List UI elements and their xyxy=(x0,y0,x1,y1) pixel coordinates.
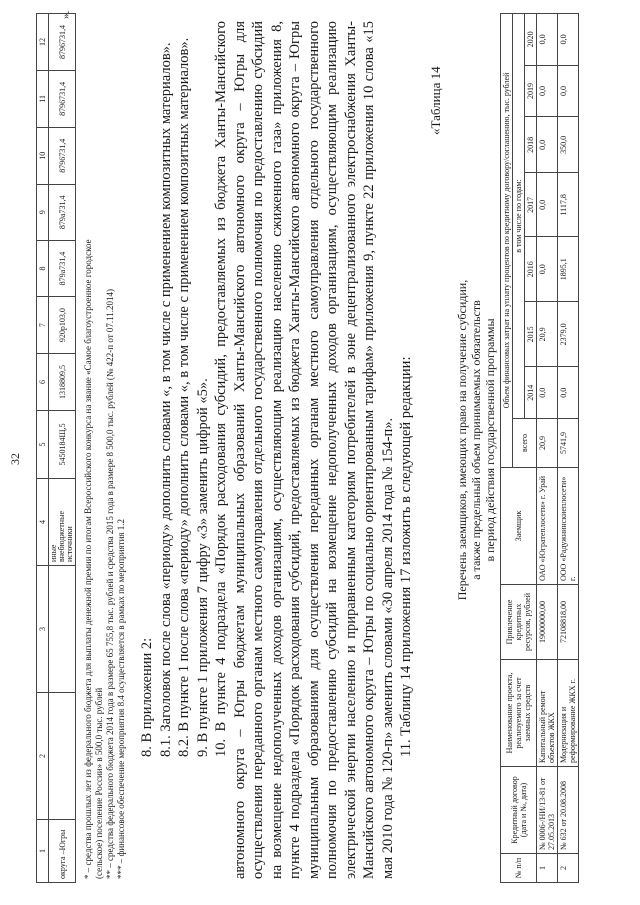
table-cell: 1895,1 xyxy=(558,237,579,302)
table-cell: 8796731,4 xyxy=(49,127,76,184)
table-cell: 19000000,00 xyxy=(537,585,558,660)
table-cell: 7 xyxy=(37,297,49,354)
table-row xyxy=(537,14,558,883)
header-cell: Кредитный договор (дата и №, дата) xyxy=(501,767,537,854)
table-cell: Модернизация и реформирование ЖКХ г. xyxy=(558,660,579,767)
table-cell: № 0006-/НИ/13-81 от 27.05.2013 xyxy=(537,767,558,854)
table-cell: 2379,0 xyxy=(558,302,579,367)
table-row xyxy=(558,14,579,883)
table-cell: 0,0 xyxy=(537,367,558,419)
table-row xyxy=(49,14,76,883)
table-header-row xyxy=(501,14,513,883)
title-line: в период действия государственной программы xyxy=(483,318,497,562)
table-cell: 0,0 xyxy=(558,367,579,419)
table-cell: 920р103,0 xyxy=(49,297,76,354)
paragraph: 8.2. В пункте 1 после слова «периоду» дополнить словами «, в том числе с применением композитных материалов». xyxy=(176,37,192,757)
footnote: * – средства прошлых лет из федерального бюджета для выплаты денежной премии по итогам Всероссийского конкурса на звание «Самое благоустроенное городское xyxy=(83,239,93,879)
table-cell: 2 xyxy=(37,693,49,820)
header-cell: Заемщик xyxy=(501,468,537,585)
table-cell: 0,0 xyxy=(537,14,558,66)
page-number: 32 xyxy=(8,453,22,465)
year-cell: 2020 xyxy=(525,14,537,66)
table-cell: 350,0 xyxy=(558,117,579,173)
table-cell: 8796731,4 xyxy=(49,70,76,127)
table-cell: 0,0 xyxy=(537,65,558,117)
table-cell: 12 xyxy=(37,14,49,71)
table-cell: 1318809,5 xyxy=(49,354,76,411)
table-cell: 5741,9 xyxy=(558,419,579,468)
table-cell xyxy=(49,693,76,820)
header-cell: в том числе по годам: xyxy=(513,14,525,419)
table-cell: 1117,8 xyxy=(558,173,579,237)
table-cell: 20,9 xyxy=(537,419,558,468)
table-cell: 6 xyxy=(37,354,49,411)
table-cell: ОАО «Югратеплосети» г. Урай xyxy=(537,468,558,585)
closing-quote: ». xyxy=(60,10,72,19)
table-title xyxy=(455,225,497,655)
table-cell: Капитальный ремонт объектов ЖКХ xyxy=(537,660,558,767)
table-cell: 3 xyxy=(37,566,49,693)
footnote: *** – финансовое обеспечение мероприятия 8.4 осуществляется в рамках по мероприятия 1.2 xyxy=(116,518,126,879)
paragraph: 10. В пункте 4 подраздела «Порядок расходования субсидий, предоставляемых из бюджета Ханты-Мансийского автономного округа – Югры бюджетам муниципальных образований Ханты-Мансийского автономного округа – Югры для осуществления переданного органам местного самоуправления отдельного государственного полномочия по предоставлению субсидий на возмещение недополученных доходов организациям, осуществляющим реализацию населению сжиженного газа» приложения 8, пункте 4 подраздела «Порядок расходования субсидий, предоставляемых из бюджета Ханты-Мансийского автономного округа – Югры муниципальным образованиям для осуществления переданных органам местного самоуправления отдельного государственного полномочия по предоставлению субсидий на возмещение недополученных доходов организациям, осуществляющим реализацию электрической энергии населению и приравненным категориям потребителей в зоне децентрализованного электроснабжения Ханты-Мансийского автономного округа – Югры по социально ориентированным тарифам» приложения 9, пункте 22 приложения 10 слова «15 мая 2010 года № 120-п» заменить словами «30 апреля 2014 года № 154-п». xyxy=(213,21,396,879)
header-cell: Наименование проекта, реализуемого за счет заемных средств xyxy=(501,660,537,767)
source-label: источники xyxy=(65,526,74,562)
title-line: а также предельный объем принимаемых обязательств xyxy=(469,300,483,580)
table-cell xyxy=(49,566,76,693)
source-label: иные xyxy=(49,544,58,562)
table-label: «Таблица 14 xyxy=(428,66,443,135)
table-cell: 879а731,4 xyxy=(49,240,76,296)
header-cell: всего xyxy=(513,419,537,468)
paragraph: 11. Таблицу 14 приложения 17 изложить в следующей редакции: xyxy=(398,356,414,757)
table-cell: 72108818,00 xyxy=(558,585,579,660)
budget-table-continuation xyxy=(36,10,76,883)
header-cell: Привлечение кредитных ресурсов, рублей xyxy=(501,585,537,660)
table-cell: округа –Югры xyxy=(49,820,76,883)
table-cell: 0,0 xyxy=(537,117,558,173)
year-cell: 2016 xyxy=(525,237,537,302)
table-cell: 0,0 xyxy=(537,237,558,302)
table-header-row xyxy=(37,14,49,883)
paragraph: 8. В приложении 2: xyxy=(139,637,155,757)
table-cell: 5450184Щ,5 xyxy=(49,410,76,478)
table-cell: 879а731,4 xyxy=(49,184,76,240)
paragraph: 9. В пункте 1 приложения 7 цифру «3» заменить цифрой «5». xyxy=(194,378,211,757)
header-cell: Объем финансовых затрат на уплату процентов по кредитному договору/соглашению, тыс. рублей xyxy=(501,14,513,468)
header-cell: № п/п xyxy=(501,854,537,883)
table-cell: ООО «Радужнинскиеплосети» г. xyxy=(558,468,579,585)
table-cell: 1 xyxy=(37,820,49,883)
year-cell: 2015 xyxy=(525,302,537,367)
table-cell: 5 xyxy=(37,410,49,478)
borrowers-table xyxy=(500,13,579,883)
table-cell: 20,9 xyxy=(537,302,558,367)
table-cell: 9 xyxy=(37,184,49,240)
year-cell: 2018 xyxy=(525,117,537,173)
table-cell: 8796731,4 xyxy=(49,14,76,71)
footnote: (сельское) поселение России» в 500,0 тыс. рублей xyxy=(94,687,104,879)
amendment-text xyxy=(138,21,416,879)
table-cell: № 632 от 20.08.2008 xyxy=(558,767,579,854)
source-label: внебюджетные xyxy=(57,511,66,562)
paragraph: 8.1. Заголовок после слова «периоду» дополнить словами «, в том числе с применением композитных материалов». xyxy=(157,42,174,757)
table-cell: 1 xyxy=(537,854,558,883)
table-cell xyxy=(49,479,76,566)
table-cell: 11 xyxy=(37,70,49,127)
year-cell: 2019 xyxy=(525,65,537,117)
table-cell: 8 xyxy=(37,240,49,296)
table-cell: 2 xyxy=(558,854,579,883)
table-cell: 4 xyxy=(37,479,49,566)
year-cell: 2017 xyxy=(525,173,537,237)
footnote: ** – средства федерального бюджета 2014 года в размере 65 755,8 тыс. рублей и средства 2015 года в размере 8 500,0 тыс. рублей (№ 422-п от 07.11.2014) xyxy=(105,288,115,879)
table-cell: 10 xyxy=(37,127,49,184)
table-cell: 0,0 xyxy=(558,65,579,117)
year-cell: 2014 xyxy=(525,367,537,419)
table-cell: 0,0 xyxy=(558,14,579,66)
table-cell: 0,0 xyxy=(537,173,558,237)
title-line: Перечень заемщиков, имеющих право на получение субсидии, xyxy=(455,279,469,601)
